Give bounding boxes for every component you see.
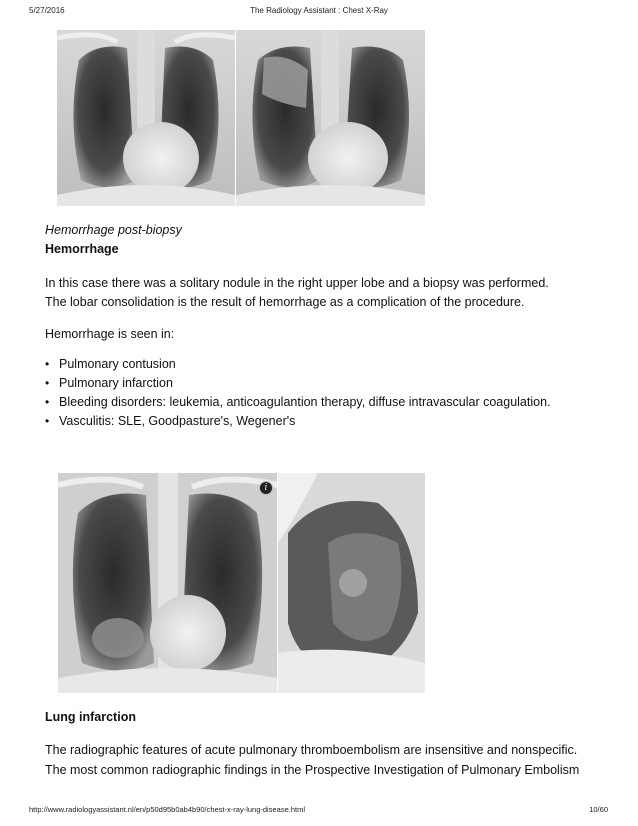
list-item: • Bleeding disorders: leukemia, anticoagulantion therapy, diffuse intravascular coagulation. — [45, 393, 551, 412]
xray-infarction-lateral — [278, 473, 425, 693]
infarction-paragraph-1: The radiographic features of acute pulmonary thromboembolism are insensitive and nonspecific. — [45, 743, 578, 757]
list-item: • Pulmonary infarction — [45, 374, 551, 393]
xray-pa-before — [57, 30, 235, 206]
list-item: • Pulmonary contusion — [45, 355, 551, 374]
section-heading-lung-infarction: Lung infarction — [45, 710, 136, 724]
info-icon[interactable]: i — [259, 481, 273, 495]
infarction-paragraph-2: The most common radiographic findings in the Prospective Investigation of Pulmonary Embolism — [45, 763, 580, 777]
list-item: • Vasculitis: SLE, Goodpasture's, Wegener's — [45, 412, 551, 431]
header-title: The Radiology Assistant : Chest X-Ray — [250, 6, 388, 15]
hemorrhage-cause-list — [45, 355, 551, 431]
figure-caption: Hemorrhage post-biopsy — [45, 223, 182, 237]
hemorrhage-intro: Hemorrhage is seen in: — [45, 327, 175, 341]
footer-page-number: 10/60 — [589, 805, 608, 814]
hemorrhage-paragraph-2: The lobar consolidation is the result of hemorrhage as a complication of the procedure. — [45, 295, 525, 309]
section-heading-hemorrhage: Hemorrhage — [45, 242, 119, 256]
hemorrhage-paragraph-1: In this case there was a solitary nodule in the right upper lobe and a biopsy was performed. — [45, 276, 549, 290]
header-date: 5/27/2016 — [29, 6, 65, 15]
xray-infarction-pa — [58, 473, 277, 693]
footer-url: http://www.radiologyassistant.nl/en/p50d95b0ab4b90/chest-x-ray-lung-disease.html — [29, 805, 305, 814]
xray-pa-after — [236, 30, 425, 206]
